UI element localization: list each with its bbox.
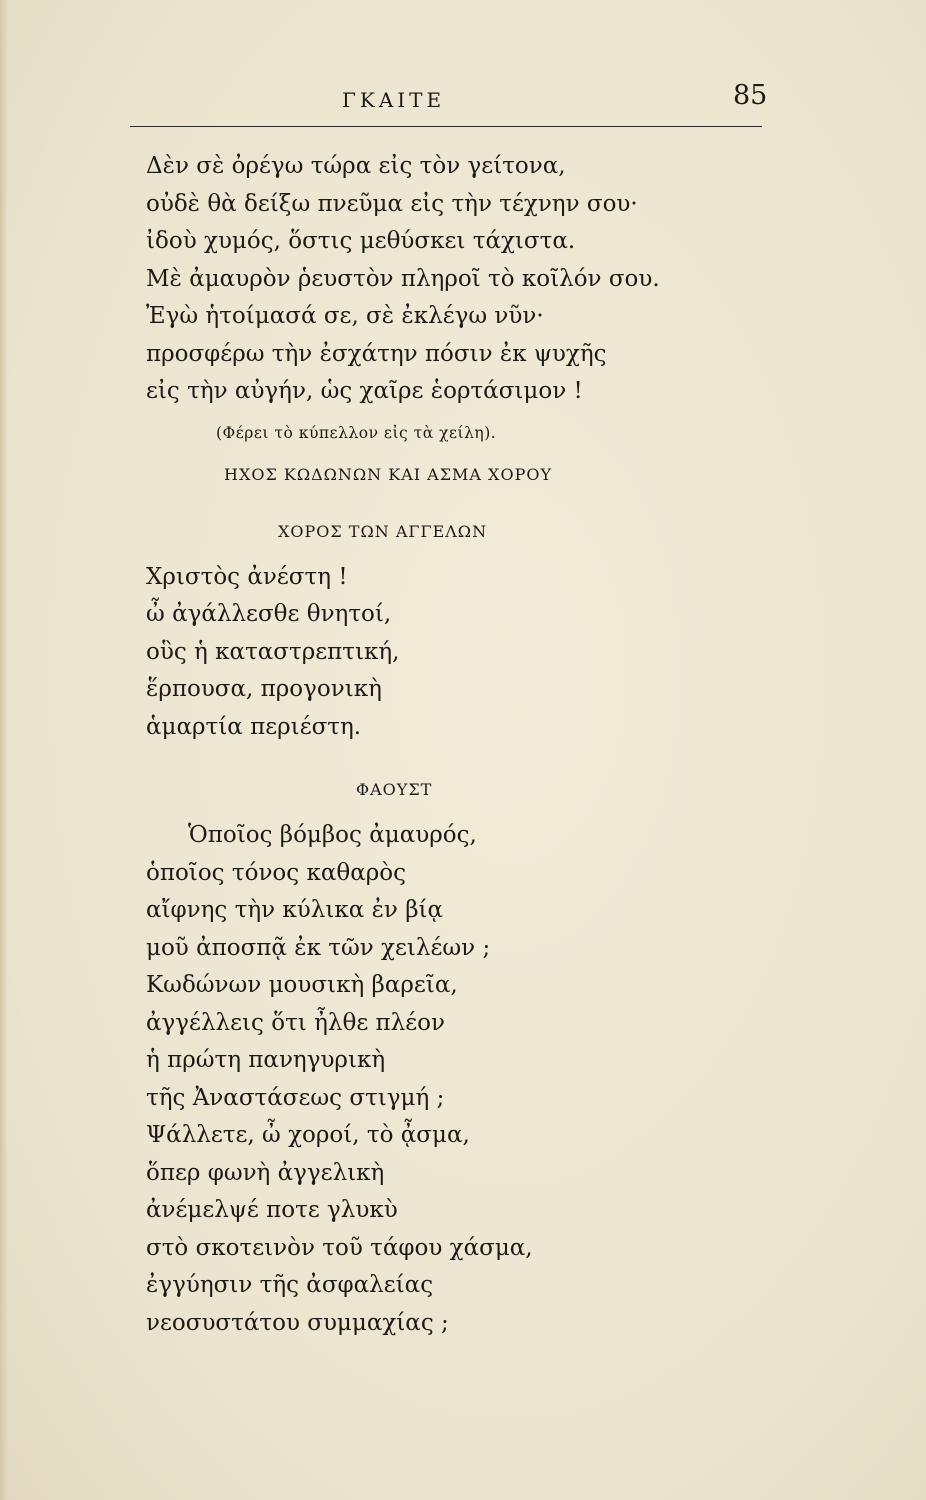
verse-line: Μὲ ἀμαυρὸν ῥευστὸν πληροῖ τὸ κοῖλόν σου. [146, 265, 660, 292]
verse-line: ἡ πρώτη πανηγυρικὴ [146, 1047, 386, 1073]
verse-line: ἁμαρτία περιέστη. [146, 713, 362, 740]
verse-line: ὅπερ φωνὴ ἀγγελικὴ [146, 1159, 385, 1186]
stanza-mephisto [146, 148, 706, 411]
verse-line: Ἐγὼ ἡτοίμασά σε, σὲ ἐκλέγω νῦν· [146, 303, 544, 329]
verse-line: νεοσυστάτου συμμαχίας ; [146, 1309, 449, 1336]
verse-line: εἰς τὴν αὐγήν, ὡς χαῖρε ἑορτάσιμον ! [146, 378, 583, 404]
verse-line: ἀγγέλλεις ὅτι ἦλθε πλέον [146, 1009, 445, 1036]
verse-line: οὐδὲ θὰ δείξω πνεῦμα εἰς τὴν τέχνην σου· [146, 190, 638, 217]
verse-line: προσφέρω τὴν ἐσχάτην πόσιν ἐκ ψυχῆς [146, 340, 607, 367]
verse-line: Ψάλλετε, ὦ χοροί, τὸ ᾆσμα, [146, 1122, 470, 1148]
verse-line: Χριστὸς ἀνέστη ! [146, 563, 348, 590]
running-head [0, 80, 926, 120]
verse-line: οὓς ἡ καταστρεπτική, [146, 638, 400, 665]
stage-direction: (Φέρει τὸ κύπελλον εἰς τὰ χείλη). [216, 423, 497, 442]
body-text [146, 148, 706, 1342]
verse-line: τῆς Ἀναστάσεως στιγμή ; [146, 1084, 445, 1111]
verse-line: Ὁποῖος βόμβος ἀμαυρός, [188, 822, 477, 848]
verse-line: ἐγγύησιν τῆς ἀσφαλείας [146, 1272, 434, 1298]
verse-line: ἀνέμελψέ ποτε γλυκὺ [146, 1197, 398, 1223]
stanza-faust [146, 817, 706, 1342]
verse-line: στὸ σκοτεινὸν τοῦ τάφου χάσμα, [146, 1234, 533, 1261]
verse-line: Δὲν σὲ ὀρέγω τώρα εἰς τὸν γείτονα, [146, 153, 566, 179]
speaker-heading-faust: ΦΑΟΥΣΤ [356, 780, 433, 799]
speaker-heading-choir: ΧΟΡΟΣ ΤΩΝ ΑΓΓΕΛΩΝ [278, 521, 488, 541]
page-gutter-shadow [0, 0, 8, 1500]
running-title: ΓΚΑΙΤΕ [342, 88, 446, 112]
verse-line: αἴφνης τὴν κύλικα ἐν βίᾳ [146, 897, 444, 923]
section-heading-bells: ΗΧΟΣ ΚΩΔΩΝΩΝ ΚΑΙ ΑΣΜΑ ΧΟΡΟΥ [224, 464, 553, 484]
verse-line: ἰδοὺ χυμός, ὅστις μεθύσκει τάχιστα. [146, 228, 576, 254]
verse-line: ἕρπουσα, προγονικὴ [146, 676, 382, 702]
verse-line: ὦ ἀγάλλεσθε θνητοί, [146, 601, 392, 627]
verse-line: μοῦ ἀποσπᾷ ἐκ τῶν χειλέων ; [146, 934, 491, 961]
stanza-choir [146, 559, 706, 747]
header-rule [130, 126, 762, 127]
verse-line: ὁποῖος τόνος καθαρὸς [146, 859, 406, 886]
page-number: 85 [733, 80, 768, 111]
verse-line: Κωδώνων μουσικὴ βαρεῖα, [146, 972, 458, 998]
